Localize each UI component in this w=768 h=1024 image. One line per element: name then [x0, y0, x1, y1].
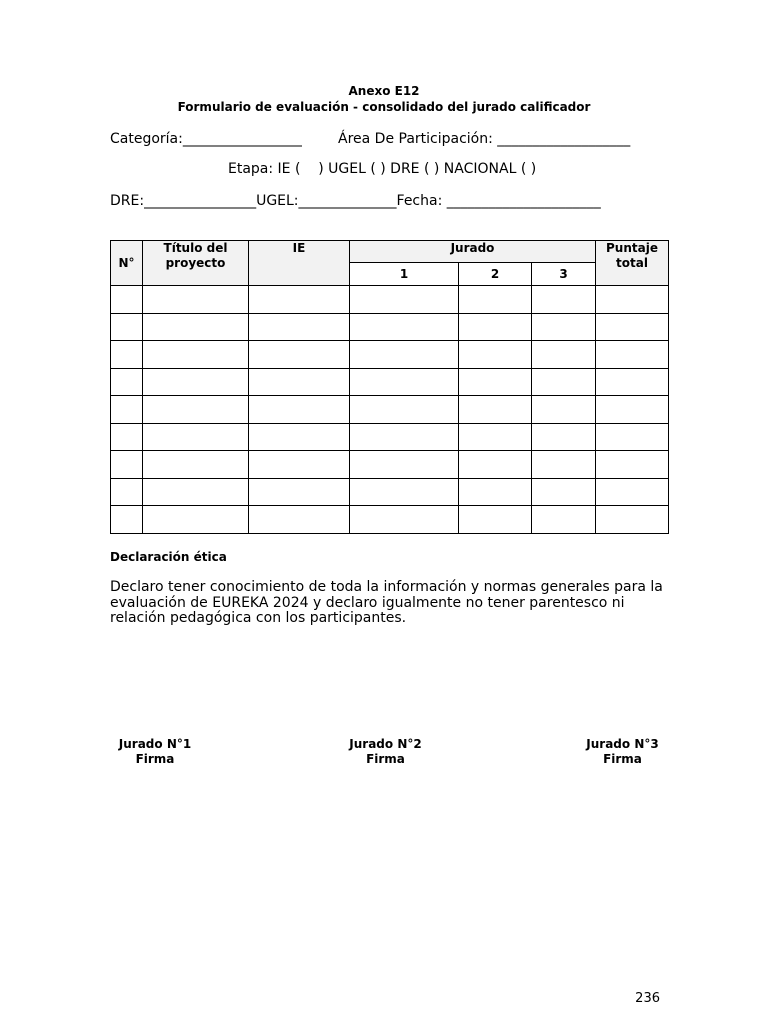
table-cell[interactable] — [350, 478, 459, 506]
table-row — [111, 423, 669, 451]
categoria-field: Categoría:_________________ — [110, 131, 302, 147]
table-cell[interactable] — [143, 478, 249, 506]
table-cell[interactable] — [459, 341, 532, 369]
evaluation-table — [110, 240, 669, 534]
table-body — [111, 286, 669, 534]
table-cell[interactable] — [459, 396, 532, 424]
signature-role: Jurado N°2 — [349, 737, 422, 751]
table-cell[interactable] — [111, 451, 143, 479]
annex-title: Anexo E12 — [348, 84, 420, 98]
table-cell[interactable] — [596, 286, 669, 314]
table-cell[interactable] — [350, 396, 459, 424]
table-cell[interactable] — [459, 506, 532, 534]
table-cell[interactable] — [249, 423, 350, 451]
table-cell[interactable] — [459, 451, 532, 479]
signature-role: Jurado N°1 — [118, 737, 192, 751]
declaration-text: Declaro tener conocimiento de toda la información y normas generales para la evaluación de EUREKA 2024 y declaro igualmente no tener parentesco ni relación pedagógica con los participantes. — [110, 579, 663, 626]
table-cell[interactable] — [249, 506, 350, 534]
table-cell[interactable] — [532, 368, 596, 396]
table-cell[interactable] — [111, 396, 143, 424]
table-cell[interactable] — [249, 396, 350, 424]
table-cell[interactable] — [143, 341, 249, 369]
header-jurado-2: 2 — [459, 263, 532, 286]
table-cell[interactable] — [459, 423, 532, 451]
table-cell[interactable] — [596, 396, 669, 424]
table-row — [111, 451, 669, 479]
table-cell[interactable] — [143, 506, 249, 534]
table-cell[interactable] — [249, 368, 350, 396]
area-field: Área De Participación: ___________________ — [338, 131, 631, 147]
table-cell[interactable] — [143, 423, 249, 451]
table-cell[interactable] — [532, 341, 596, 369]
table-cell[interactable] — [350, 423, 459, 451]
signature-jurado-2 — [338, 737, 433, 767]
table-cell[interactable] — [350, 313, 459, 341]
table-cell[interactable] — [532, 396, 596, 424]
signature-jurado-3 — [580, 737, 665, 767]
table-cell[interactable] — [596, 506, 669, 534]
table-row — [111, 506, 669, 534]
signature-role: Jurado N°3 — [586, 737, 659, 751]
header-num: N° — [111, 241, 143, 286]
table-cell[interactable] — [111, 423, 143, 451]
table-cell[interactable] — [532, 286, 596, 314]
table-cell[interactable] — [249, 313, 350, 341]
table-cell[interactable] — [596, 368, 669, 396]
table-cell[interactable] — [596, 478, 669, 506]
signature-label: Firma — [603, 752, 642, 766]
table-cell[interactable] — [596, 423, 669, 451]
header-ie: IE — [249, 241, 350, 286]
signature-label: Firma — [366, 752, 405, 766]
table-cell[interactable] — [532, 423, 596, 451]
dre-ugel-fecha-field: DRE:________________UGEL:______________Fecha: ______________________ — [110, 193, 601, 209]
table-row — [111, 396, 669, 424]
table-cell[interactable] — [532, 451, 596, 479]
table-cell[interactable] — [459, 313, 532, 341]
table-cell[interactable] — [350, 286, 459, 314]
table-cell[interactable] — [249, 451, 350, 479]
table-row — [111, 313, 669, 341]
table-cell[interactable] — [143, 396, 249, 424]
table-cell[interactable] — [111, 313, 143, 341]
table-cell[interactable] — [143, 451, 249, 479]
signature-jurado-1 — [110, 737, 200, 767]
table-cell[interactable] — [350, 451, 459, 479]
table-cell[interactable] — [249, 286, 350, 314]
table-cell[interactable] — [111, 368, 143, 396]
table-cell[interactable] — [532, 506, 596, 534]
header-jurado-3: 3 — [532, 263, 596, 286]
table-cell[interactable] — [111, 478, 143, 506]
table-cell[interactable] — [111, 341, 143, 369]
table-cell[interactable] — [350, 506, 459, 534]
header-jurado-1: 1 — [350, 263, 459, 286]
etapa-field: Etapa: IE ( ) UGEL ( ) DRE ( ) NACIONAL ( ) — [228, 161, 537, 177]
table-cell[interactable] — [459, 478, 532, 506]
table-cell[interactable] — [532, 478, 596, 506]
table-cell[interactable] — [350, 341, 459, 369]
table-cell[interactable] — [111, 506, 143, 534]
table-cell[interactable] — [596, 451, 669, 479]
header-titulo: Título del proyecto — [143, 241, 249, 286]
table-cell[interactable] — [249, 341, 350, 369]
table-cell[interactable] — [596, 313, 669, 341]
table-cell[interactable] — [143, 313, 249, 341]
header-jurado: Jurado — [350, 241, 596, 263]
table-cell[interactable] — [459, 368, 532, 396]
table-row — [111, 341, 669, 369]
table-cell[interactable] — [350, 368, 459, 396]
table-row — [111, 368, 669, 396]
table-cell[interactable] — [143, 286, 249, 314]
table-cell[interactable] — [596, 341, 669, 369]
declaration-title: Declaración ética — [110, 550, 227, 564]
table-row — [111, 286, 669, 314]
page-number: 236 — [635, 991, 660, 1006]
table-cell[interactable] — [532, 313, 596, 341]
signature-label: Firma — [135, 752, 175, 766]
table-row — [111, 478, 669, 506]
header-puntaje: Puntaje total — [596, 241, 669, 286]
form-title: Formulario de evaluación - consolidado del jurado calificador — [177, 100, 591, 114]
table-cell[interactable] — [459, 286, 532, 314]
table-cell[interactable] — [111, 286, 143, 314]
table-cell[interactable] — [249, 478, 350, 506]
table-cell[interactable] — [143, 368, 249, 396]
